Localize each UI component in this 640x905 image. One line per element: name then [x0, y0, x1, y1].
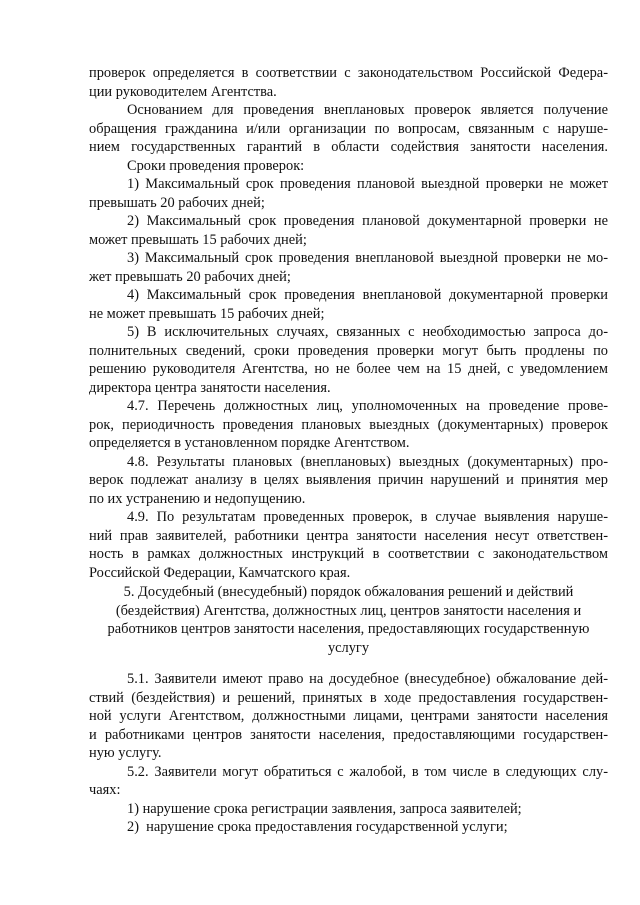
paragraph-line: 2) Максимальный срок проведения плановой документарной проверки не	[127, 213, 608, 229]
paragraph-line: полнительных сведений, сроки проведения проверки могут быть продлены по	[89, 342, 608, 359]
paragraph-line: 1) нарушение срока регистрации заявления, запроса заявителей;	[127, 800, 522, 817]
paragraph-line: решению руководителя Агентства, но не более чем на 15 дней, с уведомлением	[89, 361, 608, 377]
paragraph-line: рок, периодичность проведения плановых выездных (документарных) проверок	[89, 416, 608, 433]
paragraph-line: обращения гражданина и/или организации по вопросам, связанным с наруше-	[89, 120, 608, 137]
paragraph-line: Сроки проведения проверок:	[127, 157, 305, 174]
paragraph-line: 5) В исключительных случаях, связанных с необходимостью запроса до-	[127, 324, 608, 340]
paragraph-line: ции руководителем Агентства.	[89, 83, 277, 100]
section-heading	[89, 583, 608, 657]
paragraph-line: ствий (бездействия) и решений, принятых в ходе предоставления государствен-	[89, 689, 608, 706]
heading-line: 5. Досудебный (внесудебный) порядок обжалования решений и действий	[123, 584, 574, 600]
paragraph-line: 2) нарушение срока предоставления государственной услуги;	[127, 819, 508, 835]
paragraph-line: по их устранению и недопущению.	[89, 490, 306, 507]
paragraph-line: 5.2. Заявители могут обратиться с жалобой, в том числе в следующих слу-	[127, 763, 608, 780]
paragraph-line: превышать 20 рабочих дней;	[89, 194, 265, 211]
paragraph-line: определяется в установленном порядке Агентством.	[89, 435, 410, 451]
text-block-checks	[89, 64, 608, 582]
heading-line: (бездействия) Агентства, должностных лиц, центров занятости населения и	[115, 602, 582, 619]
heading-line: услугу	[327, 639, 370, 656]
paragraph-line: ную услугу.	[89, 745, 162, 761]
paragraph-line: 4.7. Перечень должностных лиц, уполномоченных на проведение прове-	[127, 398, 608, 414]
paragraph-line: директора центра занятости населения.	[89, 379, 331, 396]
paragraph-line: нием государственных гарантий в области содействия занятости населения.	[89, 139, 608, 155]
paragraph-line: ной услуги Агентством, должностными лицами, центрами занятости населения	[89, 708, 608, 724]
heading-line: работников центров занятости населения, предоставляющих государственную	[107, 621, 590, 637]
paragraph-line: может превышать 15 рабочих дней;	[89, 231, 307, 248]
paragraph-line: 4.9. По результатам проведенных проверок, в случае выявления наруше-	[127, 509, 608, 525]
paragraph-line: ность в рамках должностных инструкций в соответствии с законодательством	[89, 546, 608, 562]
paragraph-line: ний прав заявителей, работники центра занятости населения несут ответствен-	[89, 527, 608, 544]
paragraph-line: 1) Максимальный срок проведения плановой выездной проверки не может	[127, 176, 608, 192]
paragraph-line: не может превышать 15 рабочих дней;	[89, 305, 325, 322]
paragraph-line: Основанием для проведения внеплановых проверок является получение	[127, 102, 608, 118]
paragraph-line: чаях:	[89, 782, 121, 798]
paragraph-line: жет превышать 20 рабочих дней;	[89, 268, 291, 285]
paragraph-line: Российской Федерации, Камчатского края.	[89, 564, 351, 581]
paragraph-line: верок подлежат анализу в целях выявления причин нарушений и принятия мер	[89, 472, 608, 488]
paragraph-line: проверок определяется в соответствии с законодательством Российской Федера-	[89, 65, 608, 81]
paragraph-line: 4) Максимальный срок проведения внеплановой документарной проверки	[127, 287, 608, 303]
paragraph-line: 5.1. Заявители имеют право на досудебное (внесудебное) обжалование дей-	[127, 671, 608, 687]
paragraph-line: 4.8. Результаты плановых (внеплановых) выездных (документарных) про-	[127, 453, 608, 470]
paragraph-line: 3) Максимальный срок проведения внеплановой выездной проверки не мо-	[127, 250, 608, 266]
text-block-appeal	[89, 670, 608, 837]
paragraph-line: и работниками центров занятости населения, предоставляющими государствен-	[89, 726, 608, 743]
